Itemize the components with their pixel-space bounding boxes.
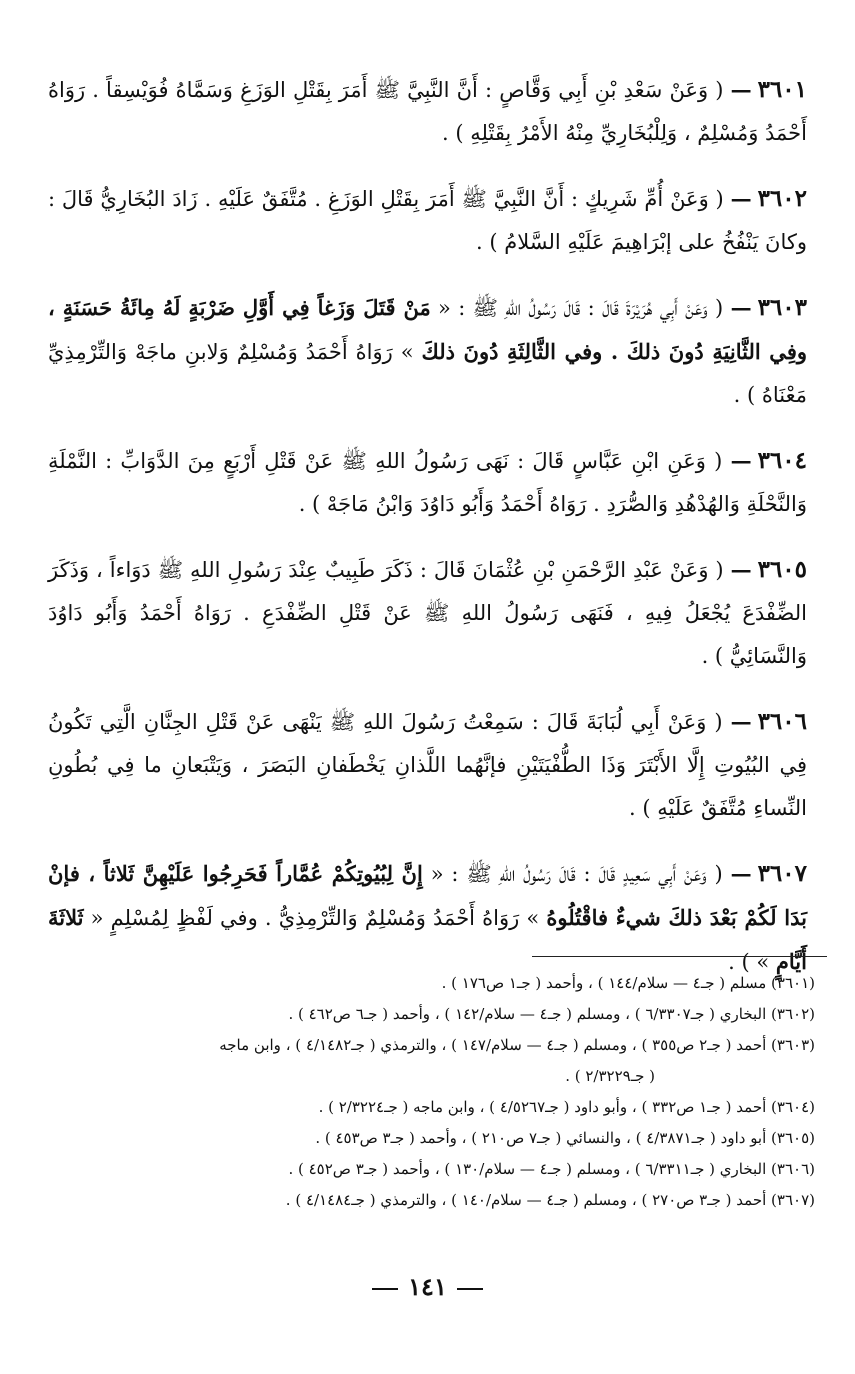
hadith-text: ( وَعَنِ ابْنِ عَبَّاسٍ قَالَ : نَهَى رَسُولُ اللهِ ﷺ عَنْ قَتْلِ أَرْبَعٍ مِنَ الدَّوَابِّ : النَّمْلَةِ وَالنَّحْلَةِ وَالهُدْهُدِ وَالصُّرَدِ . رَوَاهُ أَحْمَدُ وَأَبُو دَاوُدَ وَابْنُ مَاجَهْ ) .: [48, 449, 807, 516]
hadith-text: ( وَعَنْ أَبِي سَعِيدٍ قَالَ : قَالَ رَسُولُ اللهِ ﷺ : «: [422, 862, 723, 886]
hadith-paragraph: [48, 852, 807, 984]
footnotes: [40, 968, 815, 1216]
hadith-paragraph: [48, 68, 807, 155]
footnote-text: (٣٦٠٤) أحمد ( جـ١ ص٣٣٢ ) ، وأبو داود ( جـ٤/٥٢٦٧ ) ، وابن ماجه ( جـ٢/٣٢٢٤ ) .: [318, 1098, 815, 1116]
hadith-text: ( وَعَنْ أُمِّ شَرِيكٍ : أَنَّ النَّبِيَّ ﷺ أَمَرَ بِقَتْلِ الوَزَغِ . مُتَّفَقٌ عَلَيْهِ . زَادَ البُخَارِيُّ قَالَ : وكانَ يَنْفُخُ على إبْرَاهِيمَ عَلَيْهِ السَّلامُ ) .: [48, 187, 807, 254]
hadith-paragraph: [48, 177, 807, 264]
hadith-dash: —: [730, 557, 752, 582]
hadith-text: ( وَعَنْ أَبِي هُرَيْرَةَ قَالَ : قَالَ رَسُولُ اللهِ ﷺ : «: [430, 296, 724, 320]
page-number-text: ١٤١: [408, 1272, 447, 1301]
page-number-bar-right: [457, 1288, 483, 1290]
hadith-paragraph: [48, 439, 807, 526]
hadith-number: ٣٦٠٧: [757, 860, 807, 887]
footnote-text: (٣٦٠٥) أبو داود ( جـ٤/٣٨٧١ ) ، والنسائي ( جـ٧ ص٢١٠ ) ، وأحمد ( جـ٣ ص٤٥٣ ) .: [315, 1129, 815, 1147]
page-number: [0, 1272, 855, 1301]
hadith-number: ٣٦٠١: [757, 76, 807, 103]
footnote: [40, 968, 815, 999]
hadith-text: ( وَعَنْ عَبْدِ الرَّحْمَنِ بْنِ عُثْمَانَ قَالَ : ذَكَرَ طَبِيبٌ عِنْدَ رَسُولِ اللهِ ﷺ دَوَاءاً ، وَذَكَرَ الضِّفْدَعَ يُجْعَلُ فِيهِ ، فَنَهَى رَسُولُ اللهِ ﷺ عَنْ قَتْلِ الضِّفْدَعِ . رَوَاهُ أَحْمَدُ وَأَبُو دَاوُدَ وَالنَّسَائِيُّ ) .: [48, 558, 807, 668]
hadith-number: ٣٦٠٢: [757, 185, 807, 212]
hadith-paragraph: [48, 700, 807, 830]
hadith-text: ( وَعَنْ سَعْدِ بْنِ أَبِي وَقَّاصٍ : أَنَّ النَّبِيَّ ﷺ أَمَرَ بِقَتْلِ الوَزَغِ وَسَمَّاهُ فُوَيْسِقاً . رَوَاهُ أَحْمَدُ وَمُسْلِمٌ ، وَلِلْبُخَارِيِّ مِنْهُ الأَمْرُ بِقَتْلِهِ ) .: [48, 78, 807, 145]
footnote: [40, 1092, 815, 1123]
hadith-quote-bold: مَنْ قَتَلَ وَزَغاً فِي أَوَّلِ ضَرْبَةٍ لَهُ مِائَةُ حَسَنَةٍ ، وفِي الثَّانِيَةِ دُونَ ذلكَ . وفي الثَّالِثَةِ دُونَ ذلكَ: [48, 295, 807, 364]
footnote-text: (٣٦٠٦) البخاري ( جـ٦/٣٣١١ ) ، ومسلم ( جـ٤ — سلام/١٣٠ ) ، وأحمد ( جـ٣ ص٤٥٢ ) .: [288, 1160, 815, 1178]
page-number-bar-left: [372, 1288, 398, 1290]
hadith-text: ( وَعَنْ أَبِي لُبَابَةَ قَالَ : سَمِعْتُ رَسُولَ اللهِ ﷺ يَنْهَى عَنْ قَتْلِ الجِنَّانِ الَّتِي تَكُونُ فِي البُيُوتِ إِلَّا الأَبْتَرَ وَذَا الطُّفْيَتَيْنِ فإنَّهُما اللَّذانِ يَخْطَفانِ البَصَرَ ، وَيَتْبَعانِ ما فِي بُطُونِ النِّساءِ مُتَّفَقٌ عَلَيْهِ ) .: [48, 710, 807, 820]
hadith-number: ٣٦٠٥: [757, 556, 807, 583]
hadith-number: ٣٦٠٤: [757, 447, 807, 474]
hadith-paragraph: [48, 286, 807, 417]
footnote: [40, 1123, 815, 1154]
hadith-dash: —: [730, 709, 752, 734]
hadith-dash: —: [730, 186, 752, 211]
hadith-quote-bold: ثَلاثَةَ أَيَّامٍ: [48, 905, 807, 974]
hadith-dash: —: [730, 861, 752, 886]
hadith-number: ٣٦٠٦: [757, 708, 807, 735]
footnote: [40, 999, 815, 1030]
footnote-continuation: ( جـ٢/٣٢٢٩ ) .: [565, 1067, 655, 1085]
hadith-dash: —: [730, 77, 752, 102]
footnote: [40, 1030, 815, 1092]
footnote-divider: [532, 956, 827, 957]
footnote-text: (٣٦٠٣) أحمد ( جـ٢ ص٣٥٥ ) ، ومسلم ( جـ٤ — سلام/١٤٧ ) ، والترمذي ( جـ٤/١٤٨٢ ) ، وابن ماجه: [219, 1036, 815, 1054]
hadith-list: [48, 68, 807, 1006]
hadith-dash: —: [730, 295, 752, 320]
hadith-text: » رَوَاهُ أَحْمَدُ وَمُسْلِمٌ وَلابنِ ماجَهْ وَالتِّرْمِذِيِّ مَعْنَاهُ ) .: [48, 340, 807, 407]
footnote-text: (٣٦٠٢) البخاري ( جـ٦/٣٣٠٧ ) ، ومسلم ( جـ٤ — سلام/١٤٢ ) ، وأحمد ( جـ٦ ص٤٦٢ ) .: [288, 1005, 815, 1023]
hadith-paragraph: [48, 548, 807, 678]
footnote: [40, 1154, 815, 1185]
footnote: [40, 1185, 815, 1216]
hadith-number: ٣٦٠٣: [757, 294, 807, 321]
hadith-dash: —: [730, 448, 752, 473]
hadith-quote-bold: إِنَّ لِبُيُوتِكُمْ عُمَّاراً فَحَرِجُوا عَلَيْهِنَّ ثَلاثاً ، فإنْ بَدَا لَكُمْ بَعْدَ ذلكَ شيءٌ فاقْتُلُوهُ: [48, 861, 808, 930]
footnote-text: (٣٦٠٧) أحمد ( جـ٣ ص٢٧٠ ) ، ومسلم ( جـ٤ — سلام/١٤٠ ) ، والترمذي ( جـ٤/١٤٨٤ ) .: [285, 1191, 815, 1209]
hadith-text: » ) .: [728, 950, 776, 974]
footnote-text: (٣٦٠١) مسلم ( جـ٤ — سلام/١٤٤ ) ، وأحمد ( جـ١ ص١٧٦ ) .: [441, 974, 815, 992]
hadith-text: » رَوَاهُ أَحْمَدُ وَمُسْلِمٌ وَالتِّرْمِذِيُّ . وفي لَفْظٍ لِمُسْلِمٍ «: [83, 906, 547, 930]
